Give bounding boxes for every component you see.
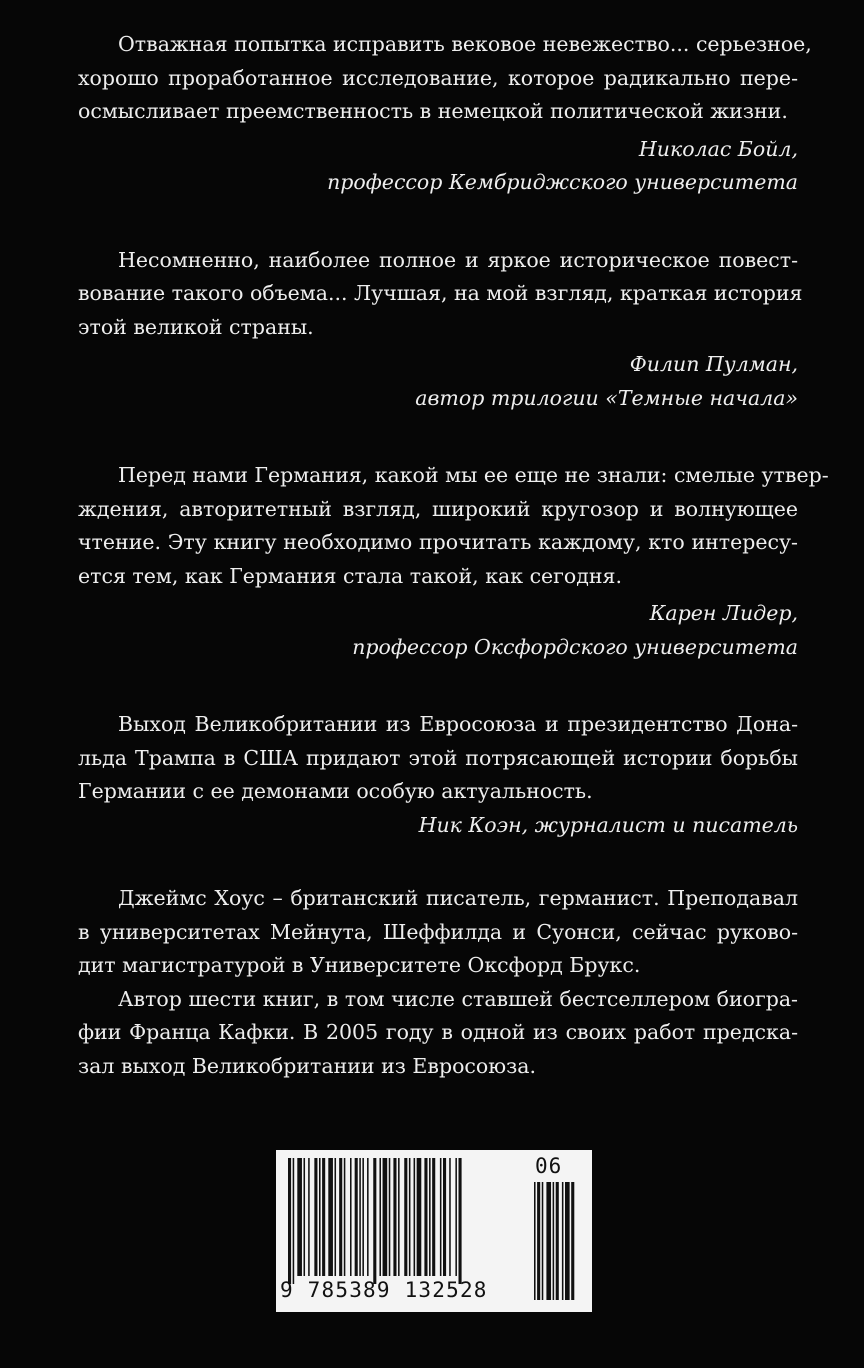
barcode-bar bbox=[393, 1158, 396, 1276]
addon-bar bbox=[565, 1182, 570, 1300]
quote-line: Несомненно, наиболее полное и яркое историческое повест- bbox=[118, 247, 798, 272]
barcode-bar bbox=[308, 1158, 310, 1276]
quote-author: Карен Лидер, bbox=[649, 601, 798, 625]
barcode-bar bbox=[389, 1158, 391, 1276]
text-column bbox=[78, 28, 829, 1083]
barcode-bar bbox=[288, 1158, 291, 1284]
quote-attribution bbox=[78, 597, 798, 664]
quote-attribution bbox=[78, 809, 798, 843]
bio-line: дит магистратурой в Университете Оксфорд Брукс. bbox=[78, 953, 641, 977]
barcode-bar bbox=[449, 1158, 451, 1276]
addon-bar bbox=[542, 1182, 544, 1300]
quote-line: Перед нами Германия, какой мы ее еще не знали: смелые утвер- bbox=[118, 463, 829, 487]
quote-line: Германии с ее демонами особую актуальность. bbox=[78, 779, 593, 803]
quote-line: хорошо проработанное исследование, которое радикально пере- bbox=[78, 65, 798, 90]
barcode-bar bbox=[379, 1158, 381, 1276]
barcode-bar bbox=[319, 1158, 321, 1276]
barcode-bar bbox=[322, 1158, 325, 1276]
review-quote-1 bbox=[78, 28, 812, 200]
barcode-bar bbox=[409, 1158, 411, 1276]
addon-bar bbox=[537, 1182, 540, 1300]
barcode-bar bbox=[350, 1158, 352, 1276]
barcode-bar bbox=[404, 1158, 407, 1276]
quote-line: Выход Великобритании из Евросоюза и президентство Дона- bbox=[118, 712, 798, 736]
barcode-bar bbox=[414, 1158, 416, 1276]
quote-author: Филип Пулман, bbox=[629, 352, 798, 376]
quote-line: льда Трампа в США придают этой потрясающей истории борьбы bbox=[78, 745, 798, 770]
quote-line: этой великой страны. bbox=[78, 314, 314, 339]
quote-line: вование такого объема... Лучшая, на мой взгляд, краткая история bbox=[78, 281, 803, 305]
barcode-bar bbox=[424, 1158, 427, 1276]
barcode-bar bbox=[432, 1158, 435, 1276]
barcode-bar bbox=[367, 1158, 369, 1276]
quote-line: Отважная попытка исправить вековое невежество... серьезное, bbox=[118, 32, 812, 56]
barcode-bar bbox=[344, 1158, 346, 1276]
quote-text bbox=[78, 28, 812, 129]
bio-line: Автор шести книг, в том числе ставшей бестселлером биогра- bbox=[118, 986, 798, 1011]
barcode-bar bbox=[339, 1158, 342, 1276]
barcode-bar bbox=[440, 1158, 442, 1276]
bio-line: зал выход Великобритании из Евросоюза. bbox=[78, 1053, 536, 1078]
quote-text bbox=[78, 459, 829, 593]
barcode-bar bbox=[383, 1158, 388, 1276]
bio-paragraph bbox=[78, 983, 798, 1084]
barcode-bar bbox=[398, 1158, 400, 1276]
quote-line: чтение. Эту книгу необходимо прочитать каждому, кто интересу- bbox=[78, 530, 798, 554]
isbn-barcode bbox=[276, 1150, 592, 1312]
barcode-bar bbox=[297, 1158, 302, 1276]
addon-bar bbox=[534, 1182, 536, 1300]
barcode-bar bbox=[328, 1158, 333, 1276]
author-bio bbox=[78, 882, 798, 1083]
addon-bar bbox=[571, 1182, 574, 1300]
barcode-bar bbox=[362, 1158, 364, 1276]
barcode-bar bbox=[355, 1158, 358, 1276]
bio-paragraph bbox=[78, 882, 798, 983]
quote-text bbox=[78, 708, 798, 809]
barcode-bar bbox=[459, 1158, 462, 1284]
barcode-bar bbox=[335, 1158, 337, 1276]
addon-bar bbox=[556, 1182, 559, 1300]
quote-attribution bbox=[78, 348, 798, 415]
barcode-bar bbox=[455, 1158, 457, 1276]
quote-author-role: профессор Кембриджского университета bbox=[327, 170, 798, 194]
review-quote-3 bbox=[78, 459, 829, 664]
quote-author: Ник Коэн, журналист и писатель bbox=[418, 812, 798, 837]
quote-line: ждения, авторитетный взгляд, широкий кругозор и волнующее bbox=[78, 496, 798, 521]
barcode-bar bbox=[443, 1158, 446, 1276]
quote-author-role: автор трилогии «Темные начала» bbox=[415, 385, 798, 410]
addon-bar bbox=[546, 1182, 551, 1300]
quote-text bbox=[78, 244, 803, 345]
barcode-bar bbox=[314, 1158, 317, 1276]
addon-bar bbox=[553, 1182, 555, 1300]
barcode-bar bbox=[293, 1158, 295, 1284]
quote-author-role: профессор Оксфордского университета bbox=[352, 634, 798, 659]
quote-line: осмысливает преемственность в немецкой политической жизни. bbox=[78, 99, 788, 123]
review-quote-4 bbox=[78, 708, 798, 842]
barcode-bar bbox=[359, 1158, 361, 1276]
barcode-bar bbox=[429, 1158, 431, 1276]
barcode-bar bbox=[373, 1158, 376, 1284]
bio-line: Джеймс Хоус – британский писатель, германист. Преподавал bbox=[118, 886, 798, 910]
addon-bar bbox=[562, 1182, 564, 1300]
bio-line: в университетах Мейнута, Шеффилда и Суонси, сейчас руково- bbox=[78, 919, 798, 944]
bio-line: фии Франца Кафки. В 2005 году в одной из своих работ предска- bbox=[78, 1020, 798, 1044]
isbn-digits: 9 785389 132528 bbox=[280, 1278, 488, 1302]
addon-digits: 06 bbox=[535, 1154, 563, 1178]
quote-author: Николас Бойл, bbox=[638, 136, 798, 161]
quote-line: ется тем, как Германия стала такой, как сегодня. bbox=[78, 563, 623, 588]
barcode-bar bbox=[304, 1158, 306, 1276]
quote-attribution bbox=[78, 133, 798, 200]
barcode-bar bbox=[417, 1158, 422, 1276]
review-quote-2 bbox=[78, 244, 803, 416]
